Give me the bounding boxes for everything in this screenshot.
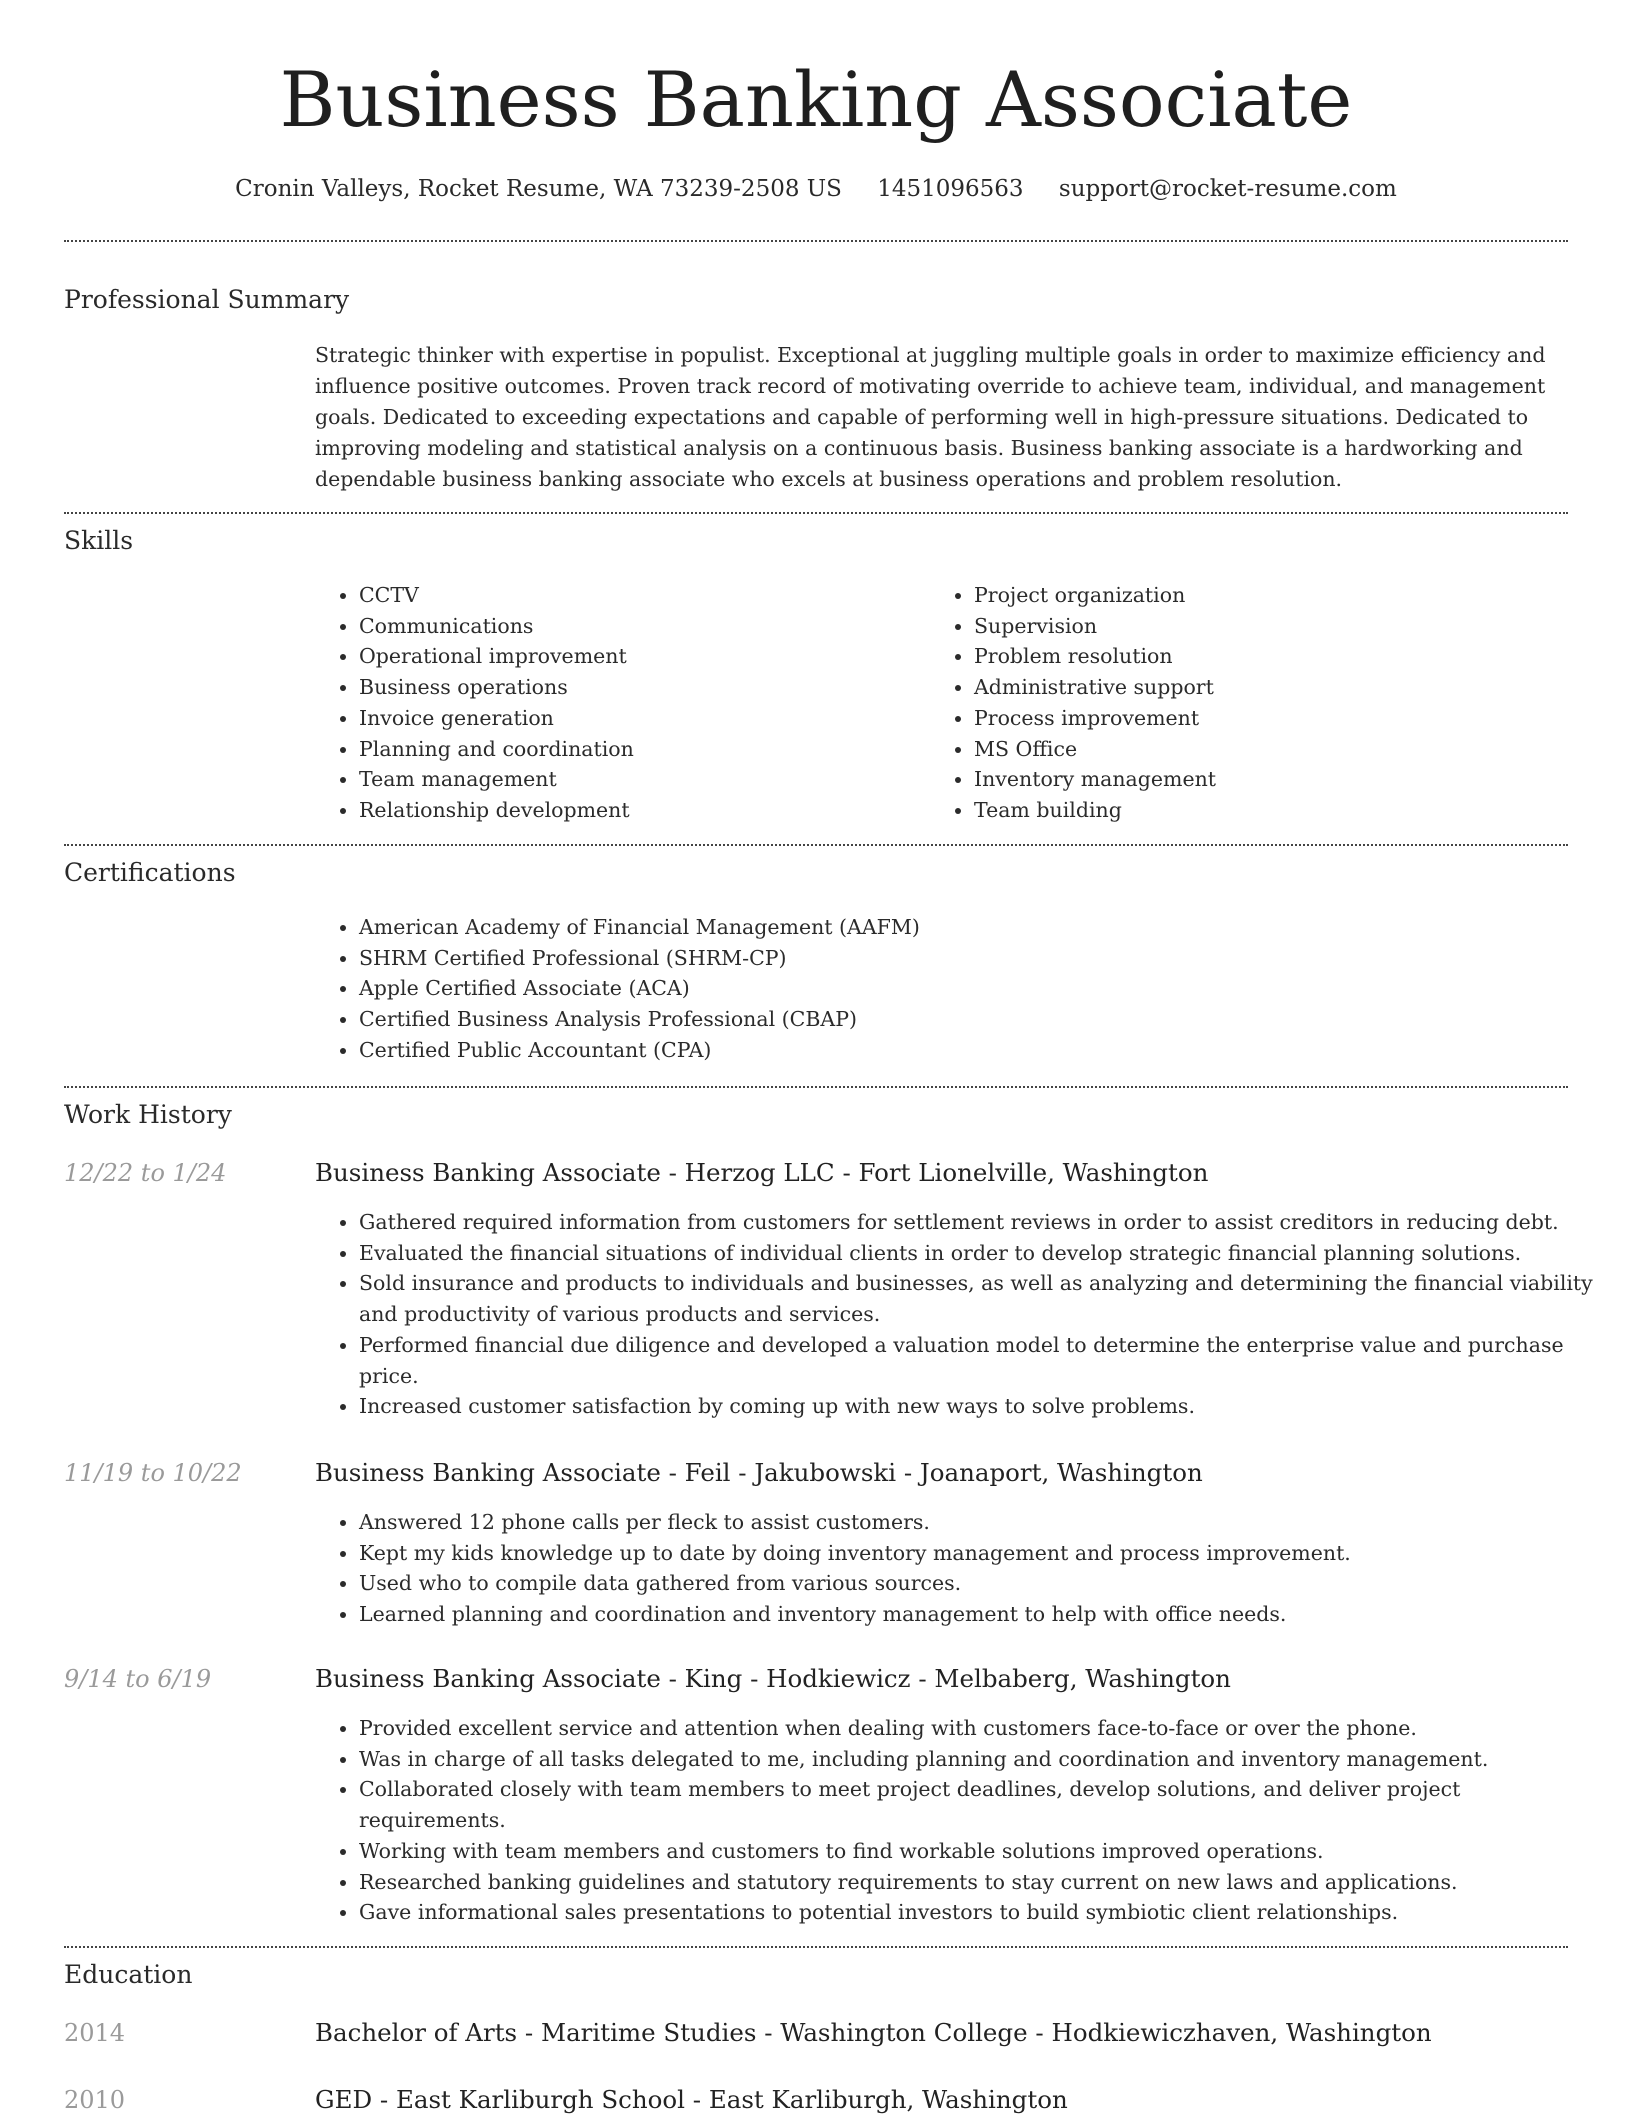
- section-divider: [64, 512, 1568, 514]
- contact-phone: 1451096563: [877, 176, 1024, 202]
- education-year: 2014: [64, 2019, 126, 2047]
- skill-item: • Process improvement: [974, 703, 1574, 734]
- job-bullet: • Was in charge of all tasks delegated to me, including planning and coordination and inventory management.: [359, 1744, 1609, 1775]
- job-bullet: • Gathered required information from customers for settlement reviews in order to assist creditors in reducing debt.: [359, 1207, 1609, 1238]
- skill-item: • Team management: [359, 764, 919, 795]
- resume-name-title: Business Banking Associate: [279, 55, 1353, 144]
- skill-item: • CCTV: [359, 580, 919, 611]
- certification-item: • Certified Public Accountant (CPA): [359, 1035, 1559, 1066]
- job-bullet: • Performed financial due diligence and developed a valuation model to determine the enterprise value and purchase price.: [359, 1330, 1609, 1391]
- skill-item: • Business operations: [359, 672, 919, 703]
- job-bullet: • Researched banking guidelines and statutory requirements to stay current on new laws and applications.: [359, 1867, 1609, 1898]
- certifications-list: [315, 912, 1559, 1066]
- skill-item: • Inventory management: [974, 764, 1574, 795]
- contact-line: [0, 172, 1632, 206]
- certifications-heading: Certifications: [64, 858, 236, 887]
- job-heading: Business Banking Associate - King - Hodkiewicz - Melbaberg, Washington: [315, 1664, 1231, 1693]
- skill-item: • Supervision: [974, 611, 1574, 642]
- job-bullet: • Gave informational sales presentations to potential investors to build symbiotic client relationships.: [359, 1897, 1609, 1928]
- skill-item: • Team building: [974, 795, 1574, 826]
- skill-item: • Operational improvement: [359, 641, 919, 672]
- job-bullets: [315, 1713, 1609, 1928]
- job-bullet: • Collaborated closely with team members to meet project deadlines, develop solutions, and deliver project requirements.: [359, 1774, 1609, 1835]
- skill-item: • Planning and coordination: [359, 734, 919, 765]
- education-year: 2010: [64, 2086, 126, 2114]
- job-bullet: • Working with team members and customers to find workable solutions improved operations.: [359, 1836, 1609, 1867]
- contact-email: support@rocket-resume.com: [1058, 176, 1397, 202]
- job-bullet: • Used who to compile data gathered from various sources.: [359, 1568, 1609, 1599]
- skill-item: • Problem resolution: [974, 641, 1574, 672]
- education-heading-line: GED - East Karliburgh School - East Karliburgh, Washington: [315, 2085, 1068, 2114]
- skill-item: • Communications: [359, 611, 919, 642]
- job-bullet: • Answered 12 phone calls per fleck to assist customers.: [359, 1507, 1609, 1538]
- summary-heading: Professional Summary: [64, 285, 350, 314]
- section-divider: [64, 240, 1568, 242]
- job-bullet: • Evaluated the financial situations of individual clients in order to develop strategic financial planning solutions.: [359, 1238, 1609, 1269]
- skill-item: • Administrative support: [974, 672, 1574, 703]
- skills-list-left: [315, 580, 919, 826]
- job-bullet: • Learned planning and coordination and inventory management to help with office needs.: [359, 1599, 1609, 1630]
- job-bullet: • Provided excellent service and attention when dealing with customers face-to-face or over the phone.: [359, 1713, 1609, 1744]
- skill-item: • Invoice generation: [359, 703, 919, 734]
- education-heading-line: Bachelor of Arts - Maritime Studies - Washington College - Hodkiewiczhaven, Washington: [315, 2018, 1432, 2047]
- job-bullet: • Increased customer satisfaction by coming up with new ways to solve problems.: [359, 1391, 1609, 1422]
- contact-address: Cronin Valleys, Rocket Resume, WA 73239-2508 US: [235, 176, 842, 202]
- section-divider: [64, 1946, 1568, 1948]
- section-divider: [64, 1086, 1568, 1088]
- job-bullet: • Sold insurance and products to individuals and businesses, as well as analyzing and determining the financial viability and productivity of various products and services.: [359, 1268, 1609, 1329]
- job-dates: 11/19 to 10/22: [64, 1459, 242, 1487]
- skill-item: • Relationship development: [359, 795, 919, 826]
- job-bullets: [315, 1207, 1609, 1422]
- skills-list-right: [930, 580, 1574, 826]
- work-history-heading: Work History: [64, 1100, 232, 1129]
- job-dates: 9/14 to 6/19: [64, 1665, 212, 1693]
- job-heading: Business Banking Associate - Herzog LLC - Fort Lionelville, Washington: [315, 1158, 1209, 1187]
- certification-item: • Certified Business Analysis Professional (CBAP): [359, 1004, 1559, 1035]
- job-bullet: • Kept my kids knowledge up to date by doing inventory management and process improvement.: [359, 1538, 1609, 1569]
- job-heading: Business Banking Associate - Feil - Jakubowski - Joanaport, Washington: [315, 1458, 1203, 1487]
- education-heading: Education: [64, 1960, 193, 1989]
- job-dates: 12/22 to 1/24: [64, 1159, 227, 1187]
- skills-heading: Skills: [64, 526, 134, 555]
- certification-item: • American Academy of Financial Management (AAFM): [359, 912, 1559, 943]
- certification-item: • SHRM Certified Professional (SHRM-CP): [359, 943, 1559, 974]
- job-bullets: [315, 1507, 1609, 1630]
- skill-item: • Project organization: [974, 580, 1574, 611]
- skill-item: • MS Office: [974, 734, 1574, 765]
- section-divider: [64, 844, 1568, 846]
- summary-text: Strategic thinker with expertise in populist. Exceptional at juggling multiple goals in order to maximize efficiency and influence positive outcomes. Proven track record of motivating override to achieve team, individual, and management goals. Dedicated to exceeding expectations and capable of performing well in high-pressure situations. Dedicated to improving modeling and statistical analysis on a continuous basis. Business banking associate is a hardworking and dependable business banking associate who excels at business operations and problem resolution.: [315, 343, 1546, 491]
- certification-item: • Apple Certified Associate (ACA): [359, 973, 1559, 1004]
